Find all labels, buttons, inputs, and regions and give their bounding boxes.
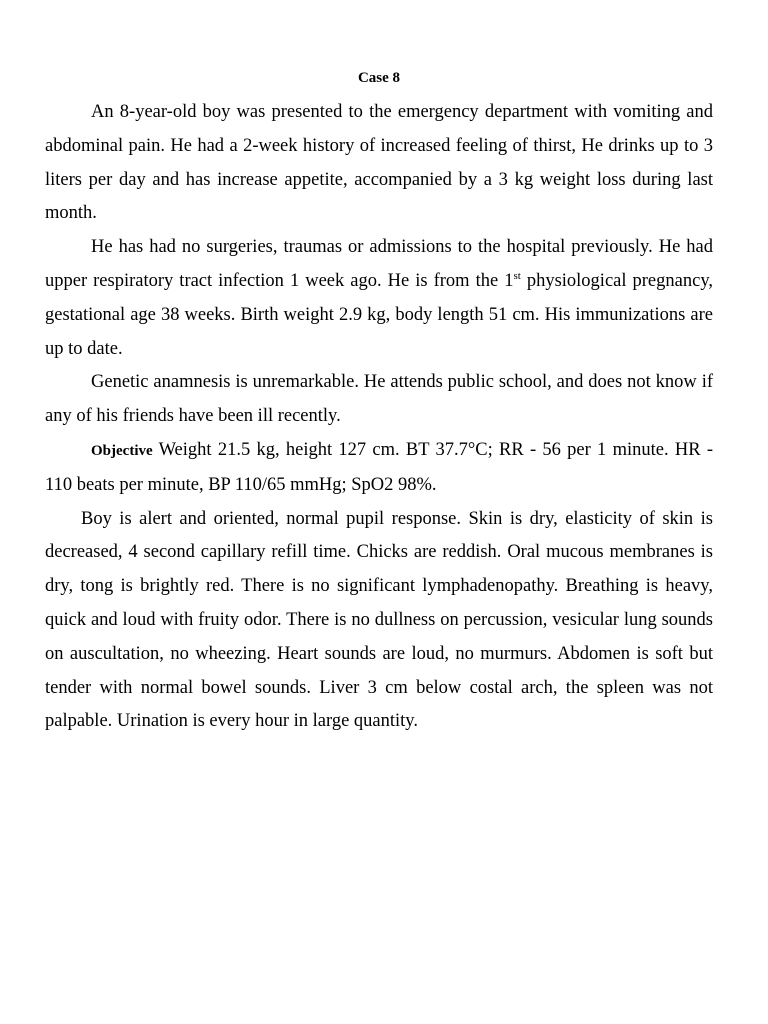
paragraph-objective (45, 434, 713, 503)
paragraph-genetic (45, 366, 713, 434)
paragraph-history-text-a: He has had no surgeries, traumas or admissions to the hospital previously. He had upper respiratory tract infection 1 week ago. He is from the 1 (45, 237, 713, 291)
paragraph-examination-text: Boy is alert and oriented, normal pupil response. Skin is dry, elasticity of skin is decreased, 4 second capillary refill time. Chicks are reddish. Oral mucous membranes is dry, tong is brightly red. There is no significant lymphadenopathy. Breathing is heavy, quick and loud with fruity odor. There is no dullness on percussion, vesicular lung sounds on auscultation, no wheezing. Heart sounds are loud, no murmurs. Abdomen is soft but tender with normal bowel sounds. Liver 3 cm below costal arch, the spleen was not palpable. Urination is every hour in large quantity. (45, 508, 713, 732)
document-page (45, 66, 713, 739)
paragraph-history (45, 231, 713, 366)
objective-label: Objective (91, 442, 153, 459)
paragraph-history-text-b: physiological pregnancy, gestational age 38 weeks. Birth weight 2.9 kg, body length 51 cm. His immunizations are up to date. (45, 270, 713, 359)
paragraph-genetic-text: Genetic anamnesis is unremarkable. He attends public school, and does not know if any of his friends have been ill recently. (45, 372, 713, 427)
paragraph-presentation-text: An 8-year-old boy was presented to the emergency department with vomiting and abdominal pain. He had a 2-week history of increased feeling of thirst, He drinks up to 3 liters per day and has increase appetite, accompanied by a 3 kg weight loss during last month. (45, 102, 713, 224)
ordinal-superscript: st (513, 269, 521, 282)
case-title: Case 8 (357, 70, 401, 86)
paragraph-objective-text: Weight 21.5 kg, height 127 cm. BT 37.7°C; RR - 56 per 1 minute. HR - 110 beats per minute, BP 110/65 mmHg; SpO2 98%. (45, 439, 713, 495)
paragraph-examination (45, 503, 713, 740)
paragraph-presentation (45, 96, 713, 231)
